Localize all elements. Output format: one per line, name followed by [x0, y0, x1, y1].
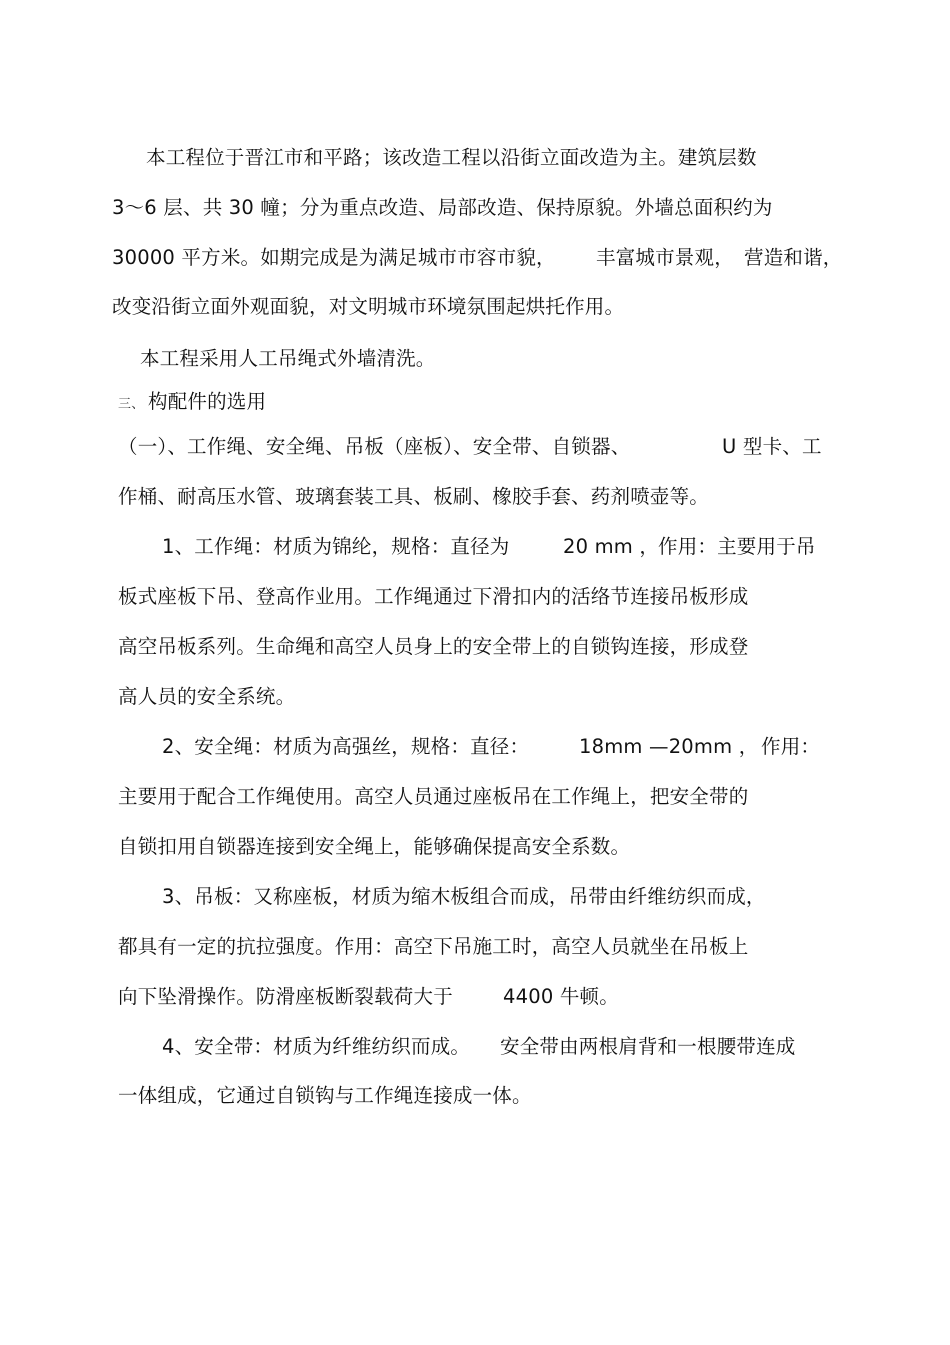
paragraph-2: 本工程采用人工吊绳式外墙清洗。 [140, 347, 436, 370]
safety-rope-line-1b: 18mm —20mm ， [579, 735, 759, 758]
paragraph-1-line-4: 改变沿街立面外观面貌，对文明城市环境氛围起烘托作用。 [112, 295, 625, 318]
safety-rope-line-3: 自锁扣用自锁器连接到安全绳上，能够确保提高安全系数。 [118, 835, 631, 858]
item-1-line-2: 作桶、耐高压水管、玻璃套装工具、板刷、橡胶手套、药剂喷壶等。 [118, 485, 710, 508]
rope-line-1c: 作用：主要用于吊 [658, 535, 816, 558]
board-line-2: 都具有一定的抗拉强度。作用：高空下吊施工时，高空人员就坐在吊板上 [118, 935, 749, 958]
rope-line-3: 高空吊板系列。生命绳和高空人员身上的安全带上的自锁钩连接，形成登 [118, 635, 749, 658]
safety-rope-line-1a: 2、安全绳：材质为高强丝，规格：直径： [162, 735, 530, 758]
item-1-line-1b: U 型卡、工 [722, 435, 822, 458]
rope-line-1a: 1、工作绳：材质为锦纶，规格：直径为 [162, 535, 510, 558]
section-3-title: 构配件的选用 [148, 390, 267, 413]
paragraph-1-line-2: 3～6 层、共 30 幢；分为重点改造、局部改造、保持原貌。外墙总面积约为 [112, 196, 773, 219]
section-3-number: 三、 [118, 397, 145, 412]
rope-line-4: 高人员的安全系统。 [118, 685, 296, 708]
board-line-1: 3、吊板：又称座板，材质为缩木板组合而成，吊带由纤维纺织而成， [162, 885, 766, 908]
belt-line-1b: 安全带由两根肩背和一根腰带连成 [500, 1035, 796, 1058]
board-line-3b: 4400 牛顿。 [503, 985, 619, 1008]
paragraph-1-line-1: 本工程位于晋江市和平路；该改造工程以沿街立面改造为主。建筑层数 [146, 146, 757, 169]
paragraph-1-line-3b: 丰富城市景观， [596, 246, 734, 269]
item-1-line-1a: （一）、工作绳、安全绳、吊板（座板）、安全带、自锁器、 [118, 435, 631, 458]
safety-rope-line-1c: 作用： [761, 735, 821, 758]
board-line-3a: 向下坠滑操作。防滑座板断裂载荷大于 [118, 985, 453, 1008]
rope-line-1b: 20 mm ， [563, 535, 660, 558]
safety-rope-line-2: 主要用于配合工作绳使用。高空人员通过座板吊在工作绳上，把安全带的 [118, 785, 749, 808]
paragraph-1-line-3a: 30000 平方米。如期完成是为满足城市市容市貌， [112, 246, 556, 269]
rope-line-2: 板式座板下吊、登高作业用。工作绳通过下滑扣内的活络节连接吊板形成 [118, 585, 749, 608]
belt-line-1a: 4、安全带：材质为纤维纺织而成。 [162, 1035, 471, 1058]
belt-line-2: 一体组成，它通过自锁钩与工作绳连接成一体。 [118, 1084, 532, 1107]
paragraph-1-line-3c: 营造和谐， [744, 246, 843, 269]
